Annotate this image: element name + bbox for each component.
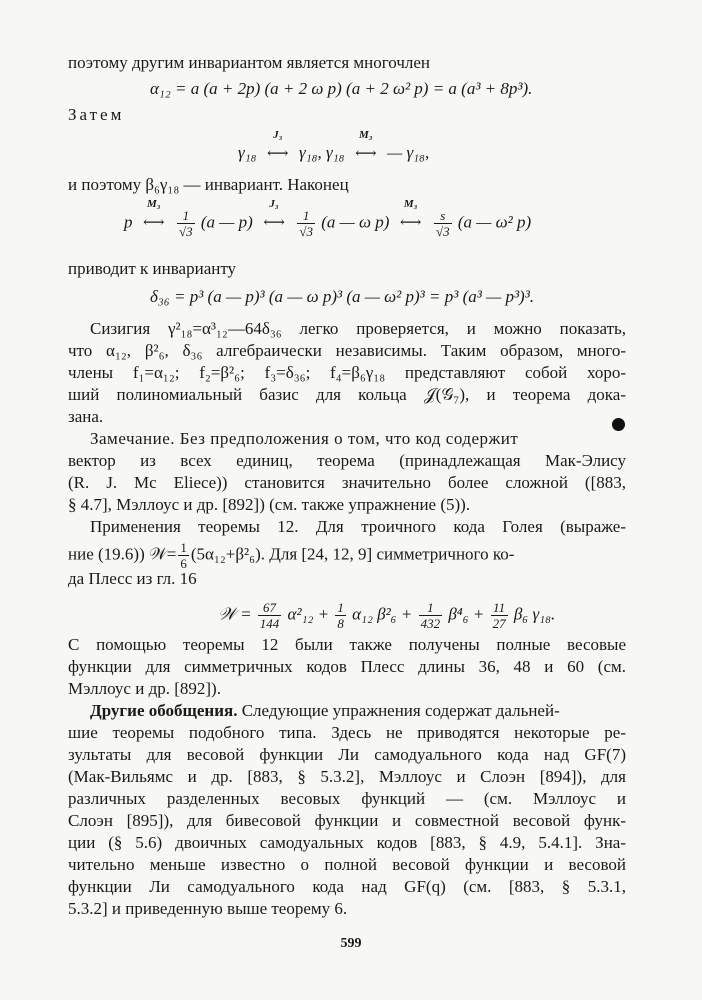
- eq-term: (a — ω² p): [457, 212, 532, 232]
- text-line: зана.: [68, 407, 104, 426]
- text-line: 5.3.2] и приведенную выше теорему 6.: [68, 899, 348, 918]
- double-arrow-icon: M₃ ⟷: [355, 129, 377, 162]
- text-line: функции для симметричных кодов Плесс длины 36, 48 и 60 (см.: [68, 657, 626, 676]
- equation-gamma18: [238, 129, 430, 165]
- text-line: ший полиномиальный базис для кольца 𝒥(𝒢₇), и теорема дока-: [68, 385, 626, 404]
- text-line: § 4.7], Мэллоус и др. [892]) (см. также упражнение (5)).: [68, 495, 471, 514]
- text-line-with-fraction: [68, 540, 626, 571]
- text-line: шие теоремы подобного типа. Здесь не приводятся некоторые ре-: [68, 723, 626, 742]
- fraction: $\frac{s}{√3}$: [435, 208, 450, 239]
- eq-term: β⁴₆ +: [448, 604, 485, 624]
- text-line: поэтому другим инвариантом является многочлен: [68, 53, 431, 72]
- fraction: $\frac{1}{432}$: [420, 600, 441, 631]
- text-line: Мэллоус и др. [892]).: [68, 679, 221, 698]
- eq-term: p: [124, 212, 133, 232]
- text-line: функции Ли самодуального кода над GF(q) (см. [883, § 5.3.1,: [68, 877, 626, 896]
- text-fragment: ние (19.6)) 𝒲=: [68, 544, 177, 564]
- text-line: и поэтому β₆γ₁₈ — инвариант. Наконец: [68, 175, 349, 194]
- equation-transform: [124, 198, 532, 239]
- text-line-heading: [90, 700, 626, 722]
- eq-term: γ₁₈, γ₁₈: [299, 143, 345, 162]
- text-line: Замечание. Без предположения о том, что код содержит: [90, 429, 519, 448]
- double-arrow-icon: J₃ ⟷: [267, 129, 289, 162]
- eq-term: α²₁₂ +: [287, 604, 330, 624]
- text-line: С помощью теоремы 12 были также получены полные весовые: [68, 635, 626, 654]
- text-fragment: Следующие упражнения содержат дальней-: [237, 701, 560, 720]
- eq-term: (a — ω p): [321, 212, 390, 232]
- page-number: 599: [340, 936, 362, 951]
- text-fragment: (5α₁₂+β²₆). Для [24, 12, 9] симметричного ко-: [190, 544, 515, 564]
- eq-term: 𝒲 =: [218, 604, 252, 624]
- text-line: ции (§ 5.6) двоичных самодуальных кодов [883, § 4.9, 5.4.1]. Зна-: [68, 833, 626, 852]
- text-line: Затем: [68, 105, 125, 124]
- text-line: Сизигия γ²₁₈=α³₁₂—64δ₃₆ легко проверяется, и можно показать,: [90, 319, 626, 338]
- fraction: $\frac{1}{6}$: [180, 540, 187, 571]
- fraction: $\frac{67}{144}$: [259, 600, 280, 631]
- fraction: $\frac{1}{√3}$: [299, 208, 313, 239]
- text-line: да Плесс из гл. 16: [68, 569, 197, 588]
- section-heading: Другие обобщения.: [90, 701, 238, 720]
- double-arrow-icon: M₃ ⟷: [142, 198, 165, 232]
- text-line: вектор из всех единиц, теорема (принадлежащая Мак-Элису: [68, 451, 626, 470]
- text-line: (R. J. Mc Eliece)) становится значительно более сложной ([883,: [68, 473, 626, 492]
- eq-term: α₁₂ β²₆ +: [352, 604, 413, 624]
- text-line: чительно меньше известно о полной весовой функции и весовой: [68, 855, 626, 874]
- eq-term: β₆ γ₁₈.: [513, 604, 556, 624]
- text-line: приводит к инварианту: [68, 259, 237, 278]
- fraction: $\frac{1}{√3}$: [179, 208, 193, 239]
- text-line: Слоэн [895]), для бивесовой функции и совместной весовой функ-: [68, 811, 626, 830]
- text-line: члены f₁=α₁₂; f₂=β²₆; f₃=δ₃₆; f₄=β₆γ₁₈ представляют собой хоро-: [68, 363, 626, 382]
- equation-alpha12: α₁₂ = a (a + 2p) (a + 2 ω p) (a + 2 ω² p) = a (a³ + 8p³).: [150, 79, 533, 98]
- text-line: Применения теоремы 12. Для троичного кода Голея (выраже-: [90, 517, 626, 536]
- text-line: зультаты для весовой функции Ли самодуального кода над GF(7): [68, 745, 626, 764]
- eq-term: — γ₁₈,: [387, 143, 430, 162]
- equation-delta36: δ₃₆ = p³ (a — p)³ (a — ω p)³ (a — ω² p)³ = p³ (a³ — p³)³.: [150, 287, 535, 306]
- double-arrow-icon: M₃ ⟷: [399, 198, 422, 232]
- eq-term: (a — p): [200, 212, 253, 232]
- text-line: различных разделенных весовых функций — (см. Мэллоус и: [68, 789, 626, 808]
- fraction: $\frac{1}{8}$: [337, 600, 344, 631]
- fraction: $\frac{11}{27}$: [492, 600, 506, 631]
- equation-weight-function: [218, 600, 555, 631]
- text-line: что α₁₂, β²₆, δ₃₆ алгебраически независимы. Таким образом, много-: [68, 341, 626, 360]
- text-line: (Мак-Вильямс и др. [883, § 5.3.2], Мэллоус и Слоэн [894]), для: [68, 767, 626, 786]
- eq-term: γ₁₈: [238, 143, 257, 162]
- double-arrow-icon: J₃ ⟷: [263, 198, 285, 232]
